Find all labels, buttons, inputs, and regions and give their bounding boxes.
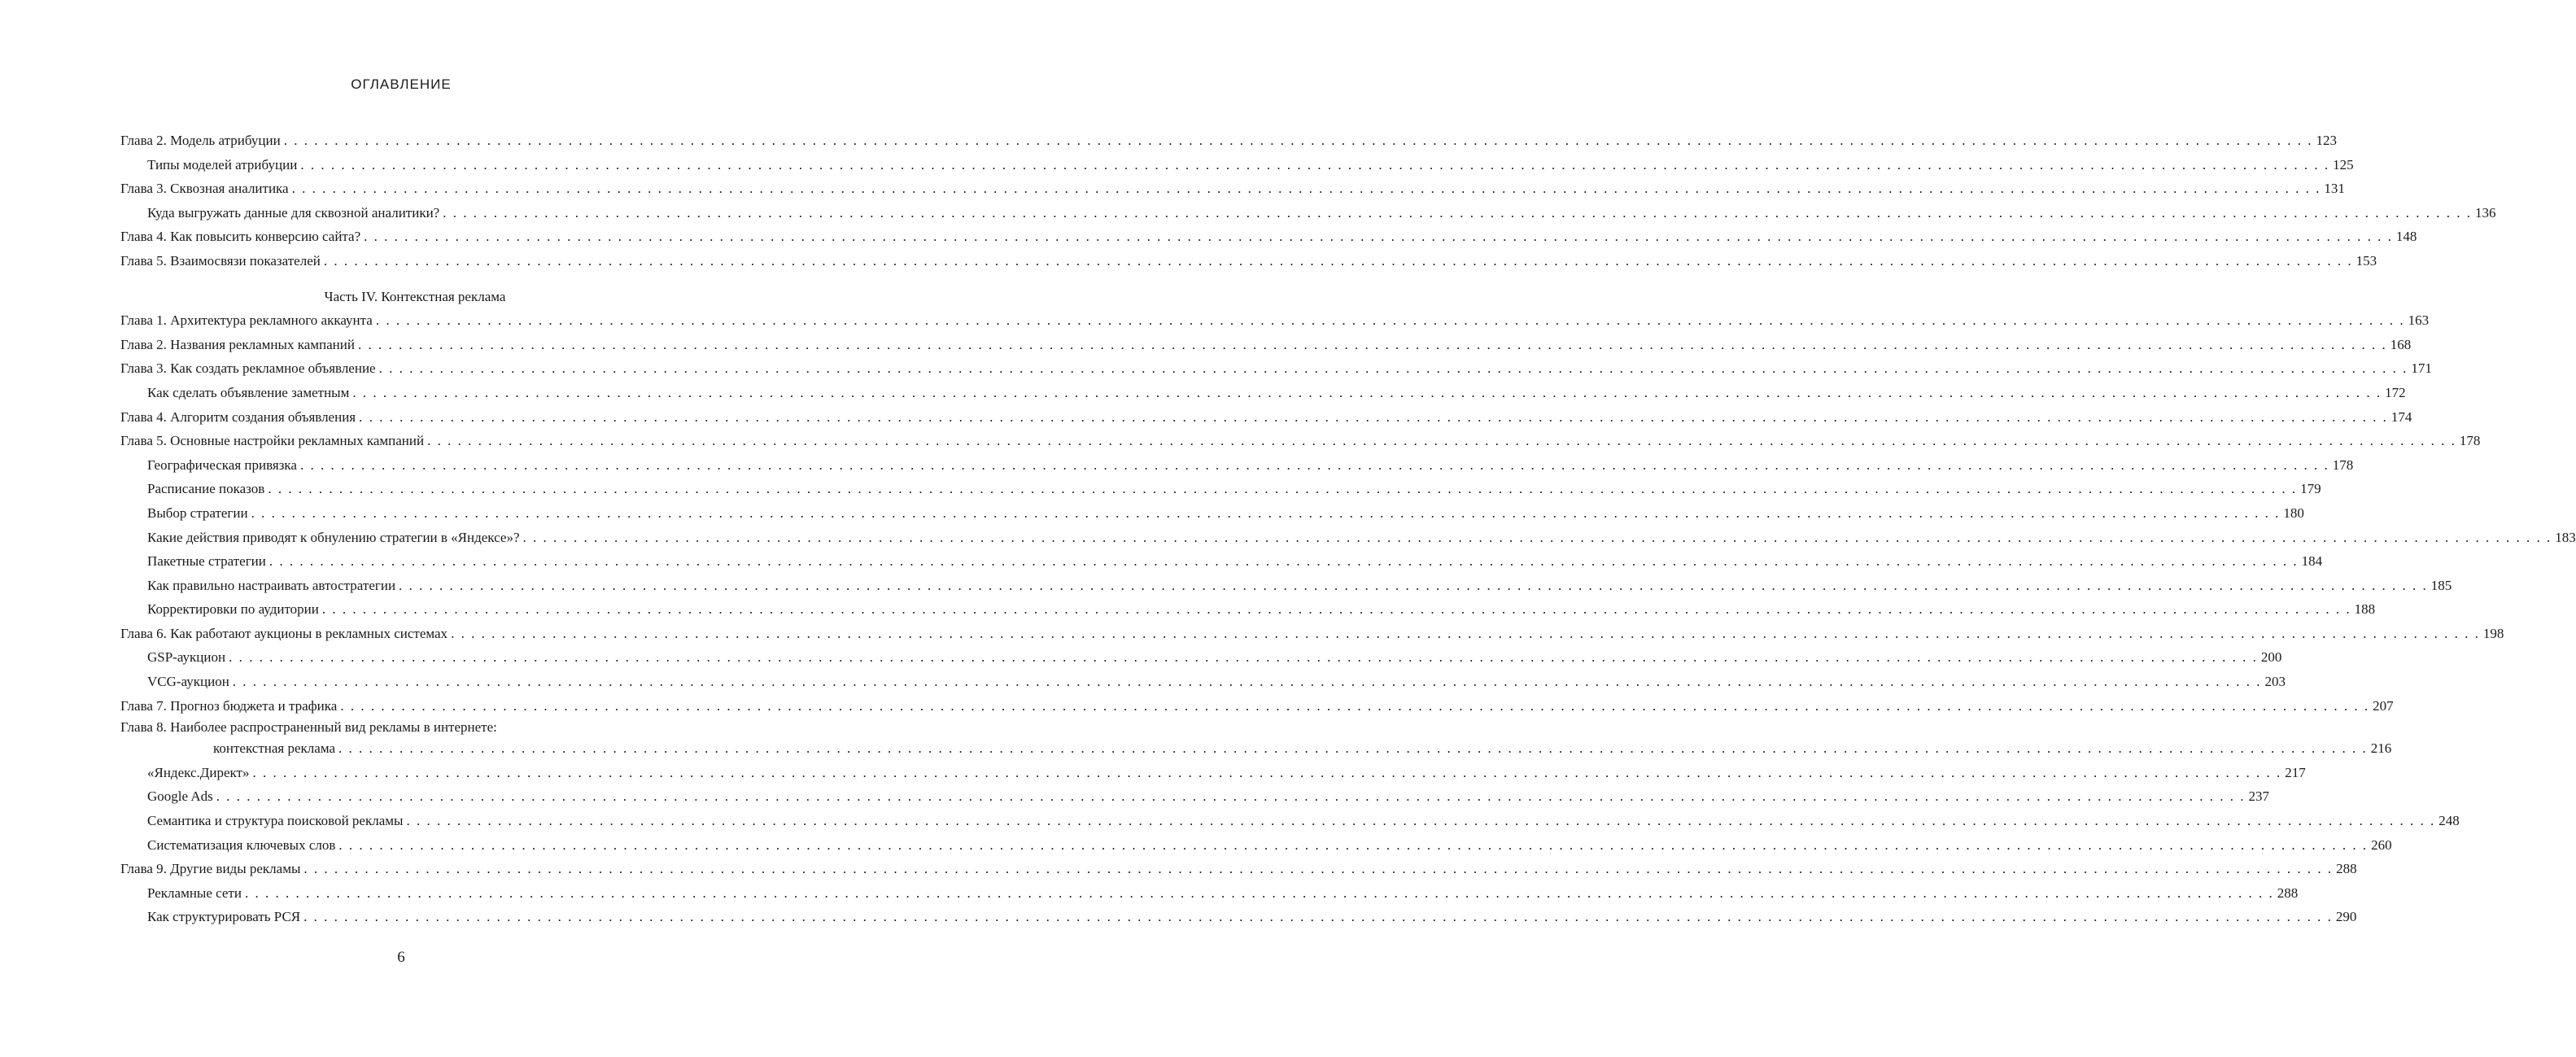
toc-entry-label: Расписание показов: [147, 481, 265, 497]
toc-entry[interactable]: [120, 597, 2376, 622]
dot-leader: . . . . . . . . . . . . . . . . . . . . . . . . . . . . . . . . . . . . . . . . . . . . . . . . . . . . . . . . . . . . . . . . . . . . . . . . . . . . . . . . . . . . . . . . . . . . . . . . . . . . . . . . . . . . . . . . . . . . . . . . . . . . . . . . . . . . . . . . . . . . . . . . . . . . . . . . . . . . . . . . . . . . . . . . . . . . . . . . . . . . . . . . . . . . . . . . . . . . . . . .: [244, 884, 2274, 901]
toc-entry-label: Глава 6. Как работают аукционы в рекламных системах: [120, 625, 448, 641]
dot-leader: . . . . . . . . . . . . . . . . . . . . . . . . . . . . . . . . . . . . . . . . . . . . . . . . . . . . . . . . . . . . . . . . . . . . . . . . . . . . . . . . . . . . . . . . . . . . . . . . . . . . . . . . . . . . . . . . . . . . . . . . . . . . . . . . . . . . . . . . . . . . . . . . . . . . . . . . . . . . . . . . . . . . . . . . . . . . . . . . . . . . . . . . . . . . . . . . . . . . . . . .: [232, 674, 2262, 690]
toc-entry[interactable]: [120, 429, 2481, 453]
toc-entry-page: 171: [2411, 360, 2432, 377]
toc-entry-label: Как правильно настраивать автостратегии: [147, 577, 396, 593]
toc-entry-label: Как сделать объявление заметным: [147, 384, 350, 400]
toc-entry-page: 200: [2260, 649, 2282, 666]
toc-entry[interactable]: [120, 333, 2412, 357]
dot-leader: . . . . . . . . . . . . . . . . . . . . . . . . . . . . . . . . . . . . . . . . . . . . . . . . . . . . . . . . . . . . . . . . . . . . . . . . . . . . . . . . . . . . . . . . . . . . . . . . . . . . . . . . . . . . . . . . . . . . . . . . . . . . . . . . . . . . . . . . . . . . . . . . . . . . . . . . . . . . . . . . . . . . . . . . . . . . . . . . . . . . . . . . . . . . . . . . . . . . . . . .: [291, 181, 2321, 197]
dot-leader: . . . . . . . . . . . . . . . . . . . . . . . . . . . . . . . . . . . . . . . . . . . . . . . . . . . . . . . . . . . . . . . . . . . . . . . . . . . . . . . . . . . . . . . . . . . . . . . . . . . . . . . . . . . . . . . . . . . . . . . . . . . . . . . . . . . . . . . . . . . . . . . . . . . . . . . . . . . . . . . . . . . . . . . . . . . . . . . . . . . . . . . . . . . . . . . . . . . . . . . .: [269, 553, 2299, 570]
toc-entry-label: Семантика и структура поисковой рекламы: [147, 813, 404, 829]
toc-entry-page: 288: [2277, 884, 2299, 901]
toc-entry-page: 168: [2390, 336, 2412, 352]
dot-leader: . . . . . . . . . . . . . . . . . . . . . . . . . . . . . . . . . . . . . . . . . . . . . . . . . . . . . . . . . . . . . . . . . . . . . . . . . . . . . . . . . . . . . . . . . . . . . . . . . . . . . . . . . . . . . . . . . . . . . . . . . . . . . . . . . . . . . . . . . . . . . . . . . . . . . . . . . . . . . . . . . . . . . . . . . . . . . . . . . . . . . . . . . . . . . . . . . . . . . . . .: [378, 360, 2408, 377]
dot-leader: . . . . . . . . . . . . . . . . . . . . . . . . . . . . . . . . . . . . . . . . . . . . . . . . . . . . . . . . . . . . . . . . . . . . . . . . . . . . . . . . . . . . . . . . . . . . . . . . . . . . . . . . . . . . . . . . . . . . . . . . . . . . . . . . . . . . . . . . . . . . . . . . . . . . . . . . . . . . . . . . . . . . . . . . . . . . . . . . . . . . . . . . . . . . . . . . . . . . . . . .: [303, 861, 2334, 877]
toc-entry-label: Какие действия приводят к обнулению стратегии в «Яндексе»?: [147, 529, 520, 545]
toc-entry-label: Глава 7. Прогноз бюджета и трафика: [120, 697, 338, 714]
toc-entry-label: Глава 2. Модель атрибуции: [120, 133, 281, 148]
dot-leader: . . . . . . . . . . . . . . . . . . . . . . . . . . . . . . . . . . . . . . . . . . . . . . . . . . . . . . . . . . . . . . . . . . . . . . . . . . . . . . . . . . . . . . . . . . . . . . . . . . . . . . . . . . . . . . . . . . . . . . . . . . . . . . . . . . . . . . . . . . . . . . . . . . . . . . . . . . . . . . . . . . . . . . . . . . . . . . . . . . . . . . . . . . . . . . . . . . . . . . . .: [251, 504, 2281, 521]
dot-leader: . . . . . . . . . . . . . . . . . . . . . . . . . . . . . . . . . . . . . . . . . . . . . . . . . . . . . . . . . . . . . . . . . . . . . . . . . . . . . . . . . . . . . . . . . . . . . . . . . . . . . . . . . . . . . . . . . . . . . . . . . . . . . . . . . . . . . . . . . . . . . . . . . . . . . . . . . . . . . . . . . . . . . . . . . . . . . . . . . . . . . . . . . . . . . . . . . . . . . . . .: [299, 456, 2329, 473]
toc-entry[interactable]: [120, 153, 2354, 177]
toc-entry-page: 216: [2370, 740, 2392, 757]
dot-leader: . . . . . . . . . . . . . . . . . . . . . . . . . . . . . . . . . . . . . . . . . . . . . . . . . . . . . . . . . . . . . . . . . . . . . . . . . . . . . . . . . . . . . . . . . . . . . . . . . . . . . . . . . . . . . . . . . . . . . . . . . . . . . . . . . . . . . . . . . . . . . . . . . . . . . . . . . . . . . . . . . . . . . . . . . . . . . . . . . . . . . . . . . . . . . . . . . . . . . . . .: [357, 336, 2387, 352]
toc-entry[interactable]: [120, 670, 2286, 694]
toc-entry-label: Глава 3. Как создать рекламное объявление: [120, 360, 376, 377]
toc-entry-label: Глава 5. Взаимосвязи показателей: [120, 252, 321, 269]
toc-entry-label: Глава 1. Архитектура рекламного аккаунта: [120, 312, 373, 329]
toc-entry-label: Глава 3. Сквозная аналитика: [120, 181, 289, 197]
dot-leader: . . . . . . . . . . . . . . . . . . . . . . . . . . . . . . . . . . . . . . . . . . . . . . . . . . . . . . . . . . . . . . . . . . . . . . . . . . . . . . . . . . . . . . . . . . . . . . . . . . . . . . . . . . . . . . . . . . . . . . . . . . . . . . . . . . . . . . . . . . . . . . . . . . . . . . . . . . . . . . . . . . . . . . . . . . . . . . . . . . . . . . . . . . . . . . . . . . . . . . . .: [364, 229, 2393, 245]
toc-entry-page: 136: [2474, 204, 2496, 221]
toc-entry[interactable]: [120, 405, 2412, 430]
toc-entry-page: 179: [2300, 481, 2321, 497]
toc-entry-label: Систематизация ключевых слов: [147, 836, 336, 853]
dot-leader: . . . . . . . . . . . . . . . . . . . . . . . . . . . . . . . . . . . . . . . . . . . . . . . . . . . . . . . . . . . . . . . . . . . . . . . . . . . . . . . . . . . . . . . . . . . . . . . . . . . . . . . . . . . . . . . . . . . . . . . . . . . . . . . . . . . . . . . . . . . . . . . . . . . . . . . . . . . . . . . . . . . . . . . . . . . . . . . . . . . . . . . . . . . . . . . . . . . . . . . .: [359, 408, 2388, 425]
toc-entry-page: 183: [2555, 529, 2576, 545]
dot-leader: . . . . . . . . . . . . . . . . . . . . . . . . . . . . . . . . . . . . . . . . . . . . . . . . . . . . . . . . . . . . . . . . . . . . . . . . . . . . . . . . . . . . . . . . . . . . . . . . . . . . . . . . . . . . . . . . . . . . . . . . . . . . . . . . . . . . . . . . . . . . . . . . . . . . . . . . . . . . . . . . . . . . . . . . . . . . . . . . . . . . . . . . . . . . . . . . . . . . . . . .: [229, 649, 2258, 666]
toc-entry-page: 198: [2482, 625, 2504, 641]
dot-leader: . . . . . . . . . . . . . . . . . . . . . . . . . . . . . . . . . . . . . . . . . . . . . . . . . . . . . . . . . . . . . . . . . . . . . . . . . . . . . . . . . . . . . . . . . . . . . . . . . . . . . . . . . . . . . . . . . . . . . . . . . . . . . . . . . . . . . . . . . . . . . . . . . . . . . . . . . . . . . . . . . . . . . . . . . . . . . . . . . . . . . . . . . . . . . . . . . . . . . . . .: [522, 529, 2552, 545]
toc-entry[interactable]: [120, 905, 2357, 929]
toc-entry-page: 188: [2354, 601, 2376, 618]
toc-entry-label: VCG-аукцион: [147, 674, 229, 690]
dot-leader: . . . . . . . . . . . . . . . . . . . . . . . . . . . . . . . . . . . . . . . . . . . . . . . . . . . . . . . . . . . . . . . . . . . . . . . . . . . . . . . . . . . . . . . . . . . . . . . . . . . . . . . . . . . . . . . . . . . . . . . . . . . . . . . . . . . . . . . . . . . . . . . . . . . . . . . . . . . . . . . . . . . . . . . . . . . . . . . . . . . . . . . . . . . . . . . . . . . . . . . .: [303, 909, 2333, 925]
toc-entry-label: Google Ads: [147, 788, 213, 805]
toc-entry-label: Глава 4. Алгоритм создания объявления: [120, 408, 356, 425]
toc-entry-label: Куда выгружать данные для сквозной аналитики?: [147, 204, 440, 221]
toc-entry-page: 180: [2283, 504, 2304, 521]
toc-entry-page: 237: [2248, 788, 2269, 805]
toc-entry-page: 174: [2390, 408, 2412, 425]
toc-entry-label: Типы моделей атрибуции: [147, 156, 298, 173]
toc-entry[interactable]: [120, 549, 2323, 574]
toc-entry-page: 123: [2316, 133, 2337, 148]
toc-entry-label: Географическая привязка: [147, 456, 297, 473]
toc-entry[interactable]: [120, 308, 2430, 333]
toc-entry-page: 290: [2335, 909, 2357, 925]
dot-leader: . . . . . . . . . . . . . . . . . . . . . . . . . . . . . . . . . . . . . . . . . . . . . . . . . . . . . . . . . . . . . . . . . . . . . . . . . . . . . . . . . . . . . . . . . . . . . . . . . . . . . . . . . . . . . . . . . . . . . . . . . . . . . . . . . . . . . . . . . . . . . . . . . . . . . . . . . . . . . . . . . . . . . . . . . . . . . . . . . . . . . . . . . . . . . . . . . . . . . . . .: [352, 384, 2382, 400]
toc-entry[interactable]: [120, 249, 2377, 273]
toc-entry-page: 288: [2336, 861, 2357, 877]
toc-entry[interactable]: [120, 622, 2504, 646]
toc-entry-page: 148: [2395, 229, 2417, 245]
toc-entry-label-line2: контекстная реклама: [213, 740, 336, 757]
toc-entry-label: «Яндекс.Директ»: [147, 764, 250, 780]
toc-entry-label: Рекламные сети: [147, 884, 242, 901]
dot-leader: . . . . . . . . . . . . . . . . . . . . . . . . . . . . . . . . . . . . . . . . . . . . . . . . . . . . . . . . . . . . . . . . . . . . . . . . . . . . . . . . . . . . . . . . . . . . . . . . . . . . . . . . . . . . . . . . . . . . . . . . . . . . . . . . . . . . . . . . . . . . . . . . . . . . . . . . . . . . . . . . . . . . . . . . . . . . . . . . . . . . . . . . . . . . . . . . . . . . . . . .: [451, 625, 2480, 641]
dot-leader: . . . . . . . . . . . . . . . . . . . . . . . . . . . . . . . . . . . . . . . . . . . . . . . . . . . . . . . . . . . . . . . . . . . . . . . . . . . . . . . . . . . . . . . . . . . . . . . . . . . . . . . . . . . . . . . . . . . . . . . . . . . . . . . . . . . . . . . . . . . . . . . . . . . . . . . . . . . . . . . . . . . . . . . . . . . . . . . . . . . . . . . . . . . . . . . . . . . . . . . .: [340, 697, 2370, 714]
toc-entry-label: Как структурировать РСЯ: [147, 909, 301, 925]
toc-entry[interactable]: [120, 761, 2306, 785]
toc-entry[interactable]: [120, 129, 2337, 153]
toc-entry[interactable]: [120, 857, 2357, 881]
dot-leader: . . . . . . . . . . . . . . . . . . . . . . . . . . . . . . . . . . . . . . . . . . . . . . . . . . . . . . . . . . . . . . . . . . . . . . . . . . . . . . . . . . . . . . . . . . . . . . . . . . . . . . . . . . . . . . . . . . . . . . . . . . . . . . . . . . . . . . . . . . . . . . . . . . . . . . . . . . . . . . . . . . . . . . . . . . . . . . . . . . . . . . . . . . . . . . . . . . . . . . . .: [406, 813, 2436, 829]
toc-entry-page: 203: [2264, 674, 2286, 690]
toc-entry-page: 153: [2356, 252, 2377, 269]
toc-entry[interactable]: [120, 477, 2321, 501]
dot-leader: . . . . . . . . . . . . . . . . . . . . . . . . . . . . . . . . . . . . . . . . . . . . . . . . . . . . . . . . . . . . . . . . . . . . . . . . . . . . . . . . . . . . . . . . . . . . . . . . . . . . . . . . . . . . . . . . . . . . . . . . . . . . . . . . . . . . . . . . . . . . . . . . . . . . . . . . . . . . . . . . . . . . . . . . . . . . . . . . . . . . . . . . . . . . . . . . . . . . . . . .: [338, 836, 2369, 853]
dot-leader: . . . . . . . . . . . . . . . . . . . . . . . . . . . . . . . . . . . . . . . . . . . . . . . . . . . . . . . . . . . . . . . . . . . . . . . . . . . . . . . . . . . . . . . . . . . . . . . . . . . . . . . . . . . . . . . . . . . . . . . . . . . . . . . . . . . . . . . . . . . . . . . . . . . . . . . . . . . . . . . . . . . . . . . . . . . . . . . . . . . . . . . . . . . . . . . . . . . . . . . .: [399, 577, 2428, 593]
toc-entry-page: 217: [2285, 764, 2306, 780]
toc-entry[interactable]: [120, 453, 2354, 478]
toc-entry[interactable]: [120, 881, 2299, 906]
dot-leader: . . . . . . . . . . . . . . . . . . . . . . . . . . . . . . . . . . . . . . . . . . . . . . . . . . . . . . . . . . . . . . . . . . . . . . . . . . . . . . . . . . . . . . . . . . . . . . . . . . . . . . . . . . . . . . . . . . . . . . . . . . . . . . . . . . . . . . . . . . . . . . . . . . . . . . . . . . . . . . . . . . . . . . . . . . . . . . . . . . . . . . . . . . . . . . . . . . . . . . . .: [427, 433, 2456, 449]
toc-entry-label: Глава 4. Как повысить конверсию сайта?: [120, 229, 361, 245]
toc-entry-page: 131: [2324, 181, 2345, 197]
toc-entry[interactable]: [120, 225, 2417, 249]
toc-group-third: [120, 761, 2460, 929]
running-head: ОГЛАВЛЕНИЕ: [351, 76, 452, 92]
toc-entry[interactable]: [120, 645, 2282, 670]
toc-group-second: [120, 308, 2576, 718]
toc-entry-page: 260: [2371, 836, 2392, 853]
toc-entry-page: 185: [2430, 577, 2452, 593]
dot-leader: . . . . . . . . . . . . . . . . . . . . . . . . . . . . . . . . . . . . . . . . . . . . . . . . . . . . . . . . . . . . . . . . . . . . . . . . . . . . . . . . . . . . . . . . . . . . . . . . . . . . . . . . . . . . . . . . . . . . . . . . . . . . . . . . . . . . . . . . . . . . . . . . . . . . . . . . . . . . . . . . . . . . . . . . . . . . . . . . . . . . . . . . . . . . . . . . . . . . . . . .: [321, 601, 2351, 618]
toc-entry[interactable]: [120, 381, 2406, 405]
dot-leader: . . . . . . . . . . . . . . . . . . . . . . . . . . . . . . . . . . . . . . . . . . . . . . . . . . . . . . . . . . . . . . . . . . . . . . . . . . . . . . . . . . . . . . . . . . . . . . . . . . . . . . . . . . . . . . . . . . . . . . . . . . . . . . . . . . . . . . . . . . . . . . . . . . . . . . . . . . . . . . . . . . . . . . . . . . . . . . . . . . . . . . . . . . . . . . . . . . . . . . . .: [338, 740, 2368, 757]
page-number: 6: [397, 949, 405, 966]
toc-entry-label: Глава 2. Названия рекламных кампаний: [120, 336, 355, 352]
toc-entry-page: 184: [2301, 553, 2323, 570]
dot-leader: . . . . . . . . . . . . . . . . . . . . . . . . . . . . . . . . . . . . . . . . . . . . . . . . . . . . . . . . . . . . . . . . . . . . . . . . . . . . . . . . . . . . . . . . . . . . . . . . . . . . . . . . . . . . . . . . . . . . . . . . . . . . . . . . . . . . . . . . . . . . . . . . . . . . . . . . . . . . . . . . . . . . . . . . . . . . . . . . . . . . . . . . . . . . . . . . . . . . . . . .: [375, 312, 2405, 329]
toc-entry[interactable]: [120, 694, 2394, 718]
toc-entry-label: GSP-аукцион: [147, 649, 226, 666]
dot-leader: . . . . . . . . . . . . . . . . . . . . . . . . . . . . . . . . . . . . . . . . . . . . . . . . . . . . . . . . . . . . . . . . . . . . . . . . . . . . . . . . . . . . . . . . . . . . . . . . . . . . . . . . . . . . . . . . . . . . . . . . . . . . . . . . . . . . . . . . . . . . . . . . . . . . . . . . . . . . . . . . . . . . . . . . . . . . . . . . . . . . . . . . . . . . . . . . . . . . . . . .: [283, 133, 2313, 148]
dot-leader: . . . . . . . . . . . . . . . . . . . . . . . . . . . . . . . . . . . . . . . . . . . . . . . . . . . . . . . . . . . . . . . . . . . . . . . . . . . . . . . . . . . . . . . . . . . . . . . . . . . . . . . . . . . . . . . . . . . . . . . . . . . . . . . . . . . . . . . . . . . . . . . . . . . . . . . . . . . . . . . . . . . . . . . . . . . . . . . . . . . . . . . . . . . . . . . . . . . . . . . .: [268, 481, 2298, 497]
dot-leader: . . . . . . . . . . . . . . . . . . . . . . . . . . . . . . . . . . . . . . . . . . . . . . . . . . . . . . . . . . . . . . . . . . . . . . . . . . . . . . . . . . . . . . . . . . . . . . . . . . . . . . . . . . . . . . . . . . . . . . . . . . . . . . . . . . . . . . . . . . . . . . . . . . . . . . . . . . . . . . . . . . . . . . . . . . . . . . . . . . . . . . . . . . . . . . . . . . . . . . . .: [216, 788, 2246, 805]
dot-leader: . . . . . . . . . . . . . . . . . . . . . . . . . . . . . . . . . . . . . . . . . . . . . . . . . . . . . . . . . . . . . . . . . . . . . . . . . . . . . . . . . . . . . . . . . . . . . . . . . . . . . . . . . . . . . . . . . . . . . . . . . . . . . . . . . . . . . . . . . . . . . . . . . . . . . . . . . . . . . . . . . . . . . . . . . . . . . . . . . . . . . . . . . . . . . . . . . . . . . . . .: [252, 764, 2282, 780]
toc-entry-page: 178: [2332, 456, 2354, 473]
table-of-contents: [120, 129, 2576, 929]
toc-entry-page: 178: [2459, 433, 2481, 449]
toc-entry-label-line1: Глава 8. Наиболее распространенный вид рекламы в интернете:: [120, 719, 497, 736]
toc-entry[interactable]: [120, 784, 2269, 809]
toc-entry-label: Глава 5. Основные настройки рекламных кампаний: [120, 433, 425, 449]
toc-entry[interactable]: [120, 809, 2460, 833]
dot-leader: . . . . . . . . . . . . . . . . . . . . . . . . . . . . . . . . . . . . . . . . . . . . . . . . . . . . . . . . . . . . . . . . . . . . . . . . . . . . . . . . . . . . . . . . . . . . . . . . . . . . . . . . . . . . . . . . . . . . . . . . . . . . . . . . . . . . . . . . . . . . . . . . . . . . . . . . . . . . . . . . . . . . . . . . . . . . . . . . . . . . . . . . . . . . . . . . . . . . . . . .: [443, 204, 2472, 221]
toc-entry-line2: [120, 736, 2392, 761]
dot-leader: . . . . . . . . . . . . . . . . . . . . . . . . . . . . . . . . . . . . . . . . . . . . . . . . . . . . . . . . . . . . . . . . . . . . . . . . . . . . . . . . . . . . . . . . . . . . . . . . . . . . . . . . . . . . . . . . . . . . . . . . . . . . . . . . . . . . . . . . . . . . . . . . . . . . . . . . . . . . . . . . . . . . . . . . . . . . . . . . . . . . . . . . . . . . . . . . . . . . . . . .: [323, 252, 2353, 269]
toc-entry-page: 172: [2385, 384, 2406, 400]
toc-entry-label: Глава 9. Другие виды рекламы: [120, 861, 301, 877]
toc-entry-page: 163: [2408, 312, 2430, 329]
toc-entry-page: 207: [2373, 697, 2394, 714]
toc-entry[interactable]: [120, 833, 2392, 858]
toc-entry[interactable]: [120, 574, 2452, 598]
toc-entry-page: 125: [2333, 156, 2354, 173]
toc-entry[interactable]: [120, 501, 2304, 526]
toc-entry-multiline[interactable]: [120, 718, 2392, 761]
toc-entry[interactable]: [120, 201, 2496, 225]
toc-group-first: [120, 129, 2496, 273]
toc-entry-page: 248: [2438, 813, 2460, 829]
part-heading: Часть IV. Контекстная реклама: [324, 288, 506, 304]
dot-leader: . . . . . . . . . . . . . . . . . . . . . . . . . . . . . . . . . . . . . . . . . . . . . . . . . . . . . . . . . . . . . . . . . . . . . . . . . . . . . . . . . . . . . . . . . . . . . . . . . . . . . . . . . . . . . . . . . . . . . . . . . . . . . . . . . . . . . . . . . . . . . . . . . . . . . . . . . . . . . . . . . . . . . . . . . . . . . . . . . . . . . . . . . . . . . . . . . . . . . . . .: [300, 156, 2330, 173]
toc-entry-label: Пакетные стратегии: [147, 553, 266, 570]
toc-entry-label: Корректировки по аудитории: [147, 601, 319, 618]
toc-entry[interactable]: [120, 356, 2432, 381]
toc-entry[interactable]: [120, 177, 2345, 201]
toc-entry[interactable]: [120, 526, 2576, 550]
toc-entry-label: Выбор стратегии: [147, 504, 248, 521]
